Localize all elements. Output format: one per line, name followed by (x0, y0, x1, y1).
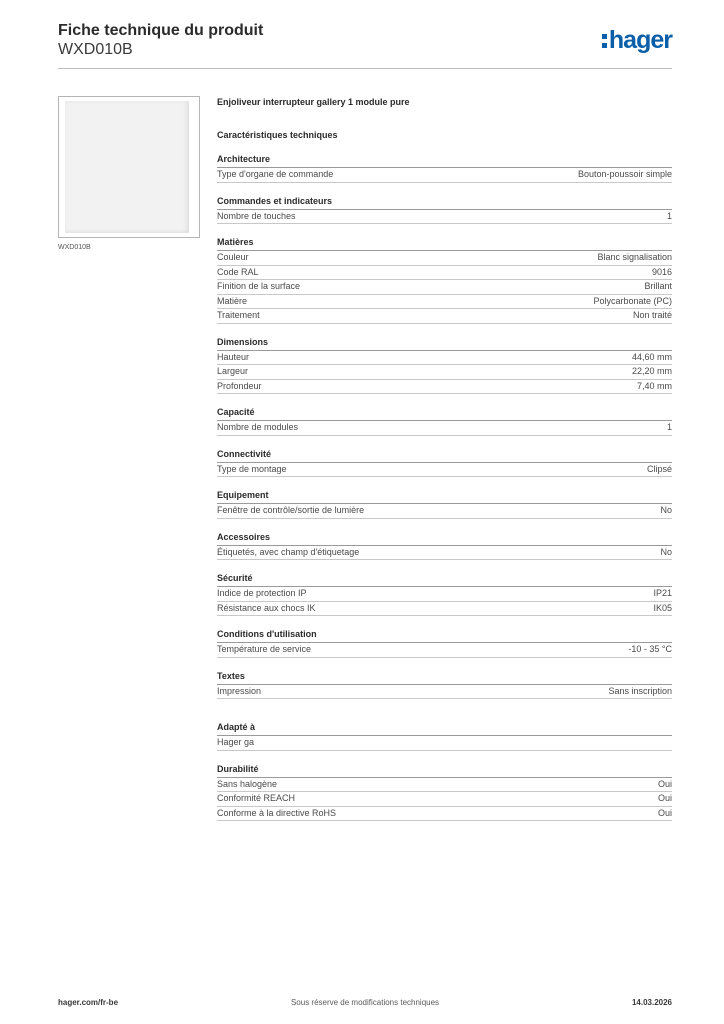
product-description: Enjoliveur interrupteur gallery 1 module pure (217, 97, 410, 107)
footer-url[interactable]: hager.com/fr-be (58, 998, 119, 1007)
footer-date: 14.03.2026 (631, 998, 672, 1007)
spec-row (217, 210, 672, 225)
spec-value: 7,40 mm (636, 380, 672, 391)
spec-row (217, 421, 672, 436)
section-title: Connectivité (217, 448, 672, 463)
spec-row (217, 504, 672, 519)
spec-section (217, 153, 672, 183)
spec-row (217, 295, 672, 310)
spec-label: Traitement (217, 310, 260, 320)
spec-label: Hauteur (217, 351, 250, 362)
spec-section (217, 531, 672, 561)
spec-label: Hager ga (217, 737, 255, 747)
spec-label: Couleur (217, 252, 249, 262)
spec-label: Température de service (217, 644, 312, 654)
section-title: Capacité (217, 406, 672, 421)
spec-row (217, 380, 672, 395)
spec-section (217, 489, 672, 519)
spec-row (217, 280, 672, 295)
spec-label: Résistance aux chocs IK (217, 602, 316, 613)
spec-value: 1 (666, 422, 672, 432)
spec-section (217, 572, 672, 616)
specifications (217, 96, 672, 821)
spec-row (217, 309, 672, 324)
spec-value: Sans inscription (608, 685, 672, 696)
spec-value: Blanc signalisation (597, 252, 672, 262)
section-title: Adapté à (217, 721, 672, 736)
spec-value: Brillant (644, 281, 672, 291)
product-plate-image (65, 101, 189, 233)
spec-row (217, 587, 672, 602)
spec-row (217, 168, 672, 183)
spec-section (217, 336, 672, 395)
spec-label: Étiquetés, avec champ d'étiquetage (217, 546, 360, 557)
page-footer (58, 998, 672, 1007)
spec-value: Oui (657, 793, 672, 803)
spec-section (217, 406, 672, 436)
section-title: Conditions d'utilisation (217, 628, 672, 643)
spec-label: Code RAL (217, 266, 259, 277)
page-header (58, 22, 263, 59)
spec-value: Oui (657, 807, 672, 818)
product-reference: WXD010B (58, 41, 133, 58)
spec-label: Impression (217, 685, 262, 696)
section-title: Sécurité (217, 572, 672, 587)
section-title: Textes (217, 670, 672, 685)
spec-value: -10 - 35 °C (628, 644, 672, 654)
footer-note: Sous réserve de modifications techniques (290, 998, 440, 1007)
spec-label: Type de montage (217, 463, 287, 474)
spec-label: Finition de la surface (217, 281, 301, 291)
header-divider (58, 68, 672, 69)
spec-value: 1 (666, 210, 672, 221)
spec-label: Indice de protection IP (217, 588, 307, 598)
spec-row (217, 463, 672, 478)
spec-row (217, 365, 672, 380)
spec-label: Profondeur (217, 380, 262, 391)
section-title: Architecture (217, 153, 672, 168)
spec-label: Nombre de touches (217, 210, 296, 221)
spec-section (217, 670, 672, 700)
spec-row (217, 266, 672, 281)
spec-row (217, 351, 672, 366)
spec-value: 9016 (651, 266, 672, 277)
spec-section (217, 763, 672, 822)
hager-logo (602, 28, 672, 53)
spec-value: IK05 (653, 602, 672, 613)
spec-row (217, 807, 672, 822)
section-title: Equipement (217, 489, 672, 504)
spec-section (217, 236, 672, 324)
section-title: Commandes et indicateurs (217, 195, 672, 210)
spec-label: Nombre de modules (217, 422, 299, 432)
spec-sections (217, 153, 672, 821)
spec-value: No (660, 546, 672, 557)
spec-value: Polycarbonate (PC) (593, 295, 672, 306)
spec-row (217, 685, 672, 700)
spec-section (217, 721, 672, 751)
spec-value: Clipsé (646, 463, 672, 474)
spec-section (217, 195, 672, 225)
logo-text: hager (608, 26, 672, 54)
spec-value: IP21 (653, 588, 672, 598)
spec-label: Type d'organe de commande (217, 169, 334, 179)
section-title: Accessoires (217, 531, 672, 546)
logo-mark (602, 34, 607, 48)
spec-value: 22,20 mm (631, 366, 672, 376)
spec-row (217, 736, 672, 751)
tech-heading: Caractéristiques techniques (217, 130, 338, 140)
spec-row (217, 778, 672, 793)
spec-label: Conforme à la directive RoHS (217, 807, 337, 818)
spec-label: Matière (217, 295, 248, 306)
spec-row (217, 792, 672, 807)
spec-label: Fenêtre de contrôle/sortie de lumière (217, 505, 365, 515)
spec-label: Conformité REACH (217, 793, 296, 803)
spec-value: Oui (657, 778, 672, 789)
product-image (58, 96, 200, 238)
spec-label: Sans halogène (217, 778, 278, 789)
spec-label: Largeur (217, 366, 249, 376)
spec-section (217, 448, 672, 478)
page-title: Fiche technique du produit (58, 22, 264, 39)
spec-value: No (660, 505, 672, 515)
spec-row (217, 602, 672, 617)
section-title: Dimensions (217, 336, 672, 351)
spec-row (217, 251, 672, 266)
image-caption: WXD010B (58, 244, 91, 251)
section-title: Matières (217, 236, 672, 251)
section-title: Durabilité (217, 763, 672, 778)
spec-value: Bouton-poussoir simple (577, 169, 672, 179)
spec-row (217, 546, 672, 561)
spec-value: 44,60 mm (631, 351, 672, 362)
spec-section (217, 628, 672, 658)
spec-value: Non traité (632, 310, 672, 320)
spec-row (217, 643, 672, 658)
